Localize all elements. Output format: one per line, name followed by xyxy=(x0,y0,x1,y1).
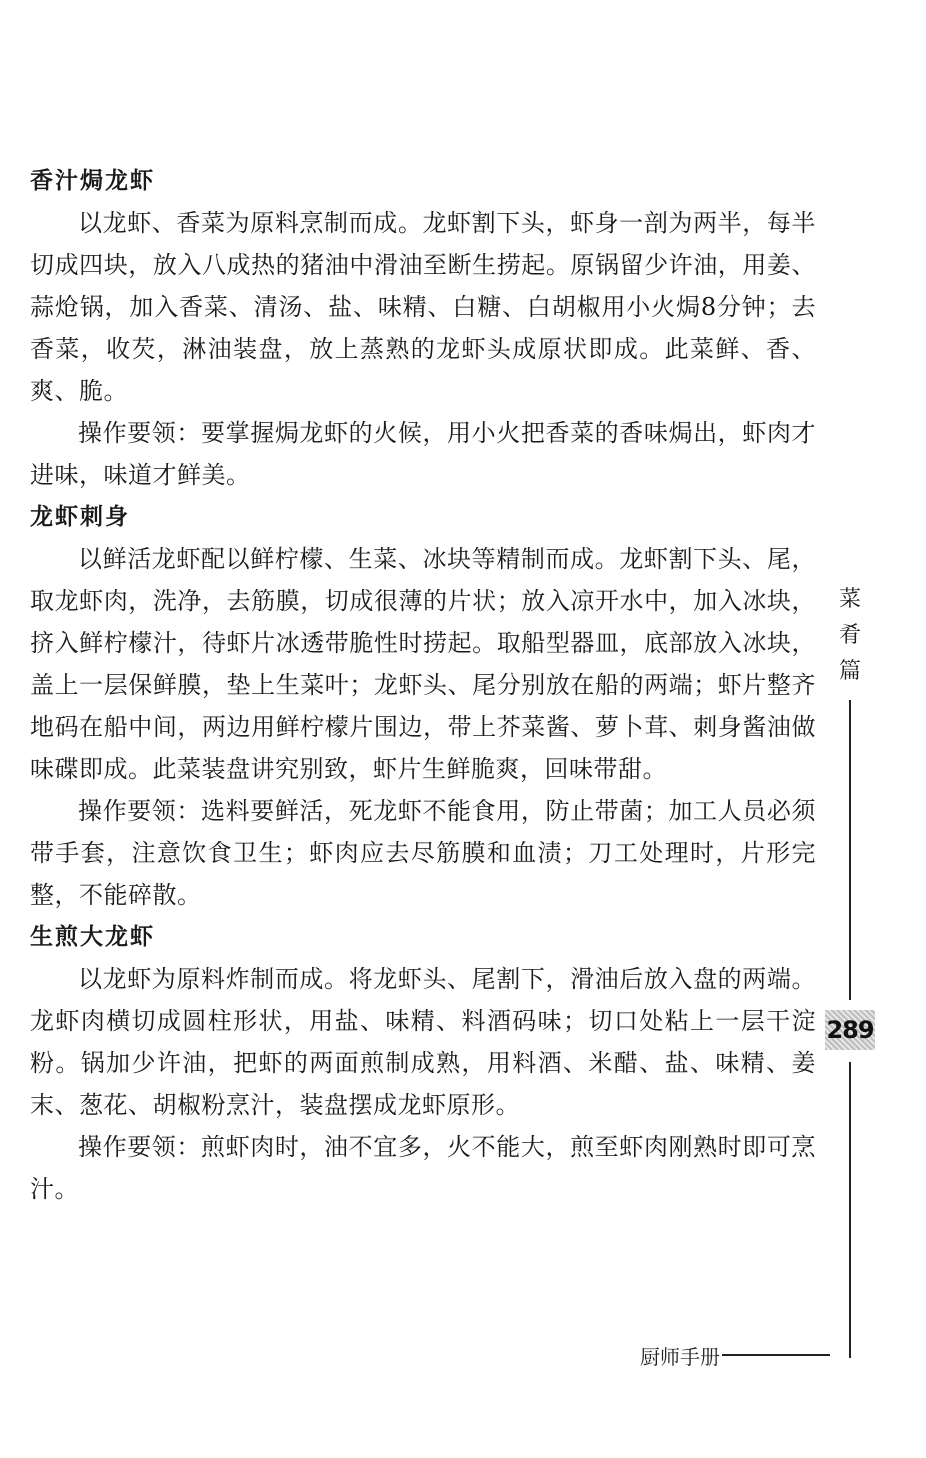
recipe-title: 生煎大龙虾 xyxy=(30,924,155,950)
side-label-char: 肴 xyxy=(838,623,861,648)
recipe-title: 香汁焗龙虾 xyxy=(30,168,155,194)
chapter-side-label xyxy=(836,582,864,690)
recipe-tip: 操作要领：要掌握焗龙虾的火候，用小火把香菜的香味焗出，虾肉才进味，味道才鲜美。 xyxy=(30,419,816,489)
page-number: 289 xyxy=(825,1010,875,1050)
page-content xyxy=(30,160,816,1210)
recipe-tip: 操作要领：选料要鲜活，死龙虾不能食用，防止带菌；加工人员必须带手套，注意饮食卫生；虾肉应去尽筋膜和血渍；刀工处理时，片形完整，不能碎散。 xyxy=(30,797,816,909)
running-footer xyxy=(640,1340,830,1370)
recipe-section xyxy=(30,160,816,496)
recipe-body: 以鲜活龙虾配以鲜柠檬、生菜、冰块等精制而成。龙虾割下头、尾，取龙虾肉，洗净，去筋膜，切成很薄的片状；放入凉开水中，加入冰块，挤入鲜柠檬汁，待虾片冰透带脆性时捞起。取船型器皿，底部放入冰块，盖上一层保鲜膜，垫上生菜叶；龙虾头、尾分别放在船的两端；虾片整齐地码在船中间，两边用鲜柠檬片围边，带上芥菜酱、萝卜茸、刺身酱油做味碟即成。此菜装盘讲究别致，虾片生鲜脆爽，回味带甜。 xyxy=(30,545,816,783)
side-label-char: 篇 xyxy=(838,659,861,684)
recipe-body: 以龙虾、香菜为原料烹制而成。龙虾割下头，虾身一剖为两半，每半切成四块，放入八成热的猪油中滑油至断生捞起。原锅留少许油，用姜、蒜炝锅，加入香菜、清汤、盐、味精、白糖、白胡椒用小火焗8分钟；去香菜，收芡，淋油装盘，放上蒸熟的龙虾头成原状即成。此菜鲜、香、爽、脆。 xyxy=(30,209,816,405)
recipe-section xyxy=(30,916,816,1210)
recipe-tip: 操作要领：煎虾肉时，油不宜多，火不能大，煎至虾肉刚熟时即可烹汁。 xyxy=(30,1133,816,1203)
margin-rule-top xyxy=(849,700,851,1000)
footer-book-title: 厨师手册 xyxy=(640,1344,720,1369)
recipe-section xyxy=(30,496,816,916)
recipe-body: 以龙虾为原料炸制而成。将龙虾头、尾割下，滑油后放入盘的两端。龙虾肉横切成圆柱形状，用盐、味精、料酒码味；切口处粘上一层干淀粉。锅加少许油，把虾的两面煎制成熟，用料酒、米醋、盐、味精、姜末、葱花、胡椒粉烹汁，装盘摆成龙虾原形。 xyxy=(30,965,816,1119)
recipe-title: 龙虾刺身 xyxy=(30,504,130,530)
margin-rule-bottom xyxy=(849,1062,851,1358)
footer-rule xyxy=(722,1354,830,1356)
side-label-char: 菜 xyxy=(838,587,861,612)
